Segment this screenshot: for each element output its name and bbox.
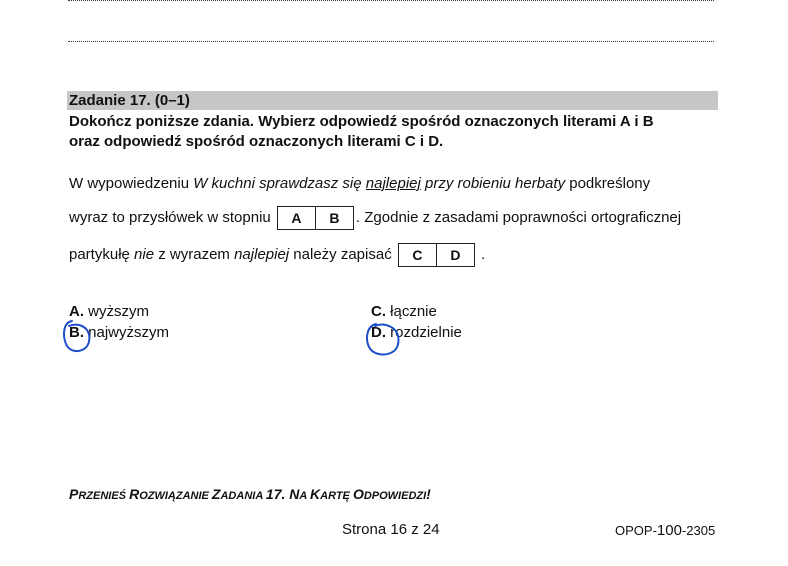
quoted-sentence: W kuchni sprawdzasz się	[193, 175, 366, 192]
answer-line-2	[68, 41, 714, 42]
particle-word: nie	[134, 245, 155, 263]
option-b[interactable]	[69, 324, 169, 341]
sentence-text: wyraz to przysłówek w stopniu	[69, 208, 271, 226]
sentence-line-3	[69, 243, 485, 267]
option-a[interactable]	[69, 303, 149, 320]
sentence-line-2	[69, 206, 681, 230]
page-number: Strona 16 z 24	[342, 521, 440, 538]
exam-code: OPOP-100-2305	[615, 522, 716, 539]
sentence-text: W wypowiedzeniu	[69, 175, 194, 192]
sentence-line-1	[69, 175, 650, 192]
option-text: najwyższym	[84, 324, 170, 341]
answer-box-ab	[277, 206, 354, 230]
box-cell-a: A	[291, 210, 302, 226]
italic-word: najlepiej	[234, 245, 290, 263]
transfer-note: PRZENIEŚ ROZWIĄZANIE ZADANIA 17. NA KARTĘ ODPOWIEDZI!	[69, 486, 431, 502]
sentence-text: podkreślony	[565, 175, 651, 192]
option-c[interactable]	[371, 303, 437, 320]
option-text: łącznie	[386, 303, 437, 320]
answer-line-1	[68, 0, 714, 1]
option-letter: A.	[69, 303, 84, 320]
option-letter: D.	[371, 324, 386, 341]
quoted-sentence-end: przy robieniu herbaty	[420, 175, 566, 192]
task-title: Zadanie 17. (0–1)	[69, 92, 190, 109]
underlined-word: najlepiej	[365, 175, 421, 192]
instruction-line-2: oraz odpowiedź spośród oznaczonych literami C i D.	[69, 133, 444, 150]
option-letter: C.	[371, 303, 386, 320]
sentence-text: z wyrazem	[154, 245, 235, 263]
option-letter: B.	[69, 324, 84, 341]
answer-box-cd	[398, 243, 475, 267]
sentence-text: należy zapisać	[289, 245, 392, 263]
box-cell-b: B	[315, 207, 353, 229]
sentence-text: partykułę	[69, 245, 135, 263]
option-text: rozdzielnie	[386, 324, 462, 341]
box-cell-c: C	[412, 247, 423, 263]
option-text: wyższym	[84, 303, 149, 320]
option-d[interactable]	[371, 324, 462, 341]
sentence-text: . Zgodnie z zasadami poprawności ortograficznej	[355, 208, 682, 226]
box-cell-d: D	[436, 244, 474, 266]
instruction-line-1: Dokończ poniższe zdania. Wybierz odpowiedź spośród oznaczonych literami A i B	[69, 113, 654, 130]
sentence-text: .	[476, 245, 486, 263]
